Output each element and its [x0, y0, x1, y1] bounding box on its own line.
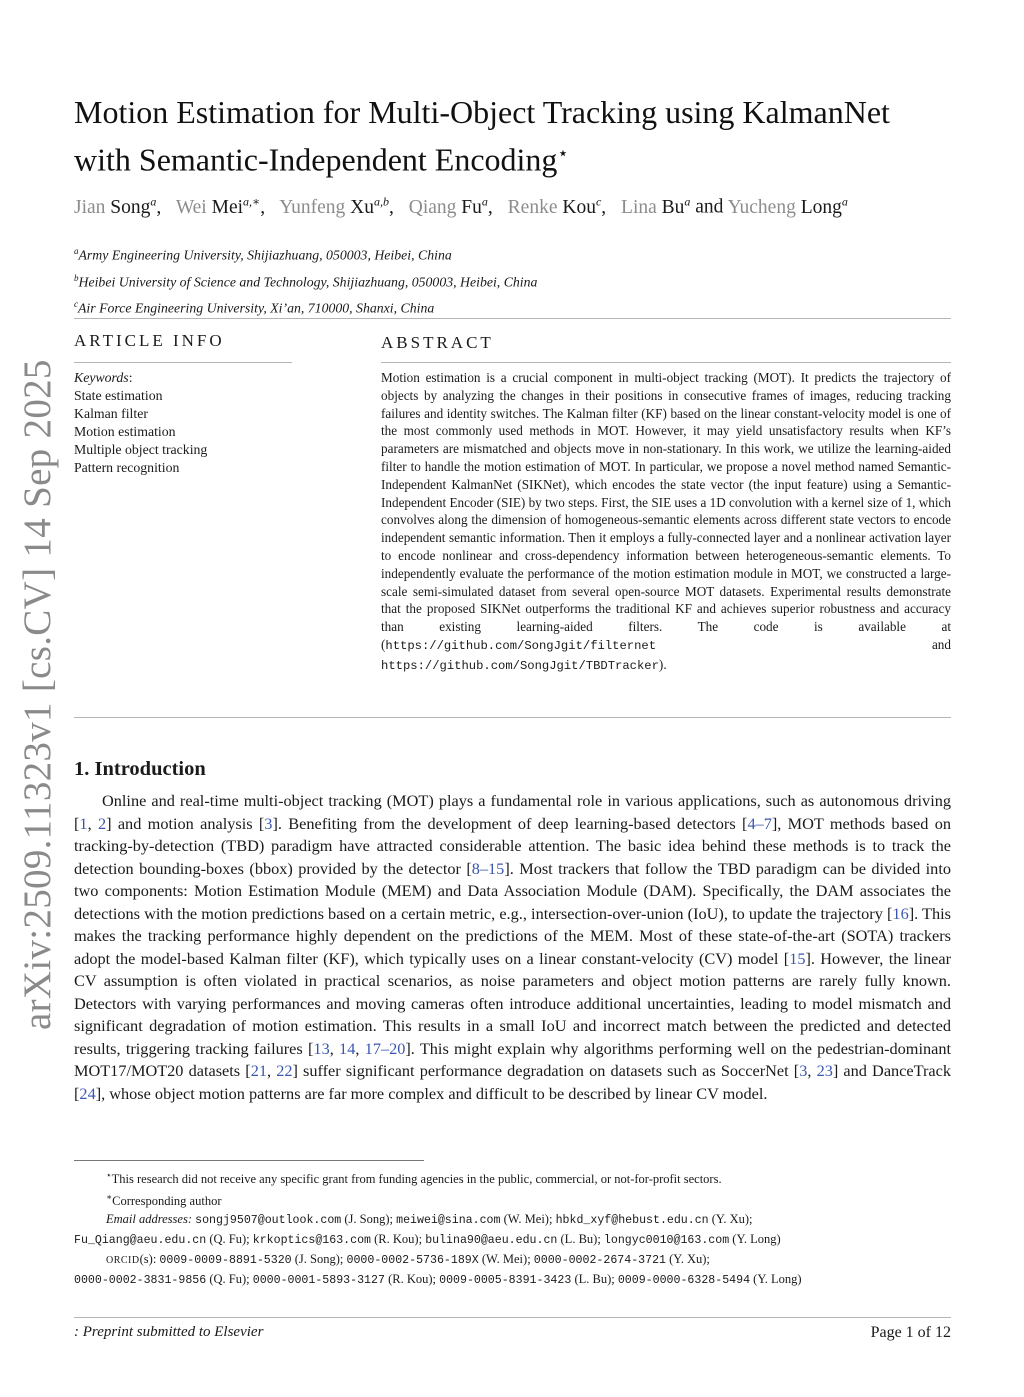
intro-text: ,: [807, 1061, 817, 1080]
authors-and: and: [695, 196, 724, 218]
author-item[interactable]: Lina Bu$^a$: [621, 194, 691, 218]
divider: [74, 318, 951, 319]
affiliations: [74, 240, 537, 320]
intro-text: Online and real-time multi-object tracking (MOT) plays a fundamental role in various applications, such as autonomous driving [: [74, 791, 951, 833]
email-link[interactable]: Fu_Qiang@aeu.edu.cn: [74, 1234, 207, 1248]
citation-link[interactable]: 1: [79, 813, 88, 833]
intro-text: ]. Benefiting from the development of deep learning-based detectors [: [272, 813, 748, 833]
footnote-rule: [74, 1160, 424, 1161]
funding-note: ⋆This research did not receive any specific grant from funding agencies in the public, commercial, or not-for-profit sectors.: [106, 1170, 722, 1187]
author-item[interactable]: Jian Song$^a$,: [74, 194, 162, 218]
keywords-label: Keywords: [74, 370, 129, 385]
title-footnote-mark: ⋆: [557, 143, 569, 163]
citation-link[interactable]: 3: [264, 813, 273, 833]
keyword-item: State estimation: [74, 388, 163, 403]
keyword-item: Motion estimation: [74, 424, 176, 439]
orcid-link[interactable]: 0000-0002-5736-189X: [346, 1254, 479, 1268]
title-line-2: with Semantic-Independent Encoding: [74, 141, 558, 178]
intro-text: ], whose object motion patterns are far more complex and difficult to be described by linear CV model.: [95, 1083, 768, 1103]
email-link[interactable]: bulina90@aeu.edu.cn: [425, 1234, 558, 1248]
author-item[interactable]: Renke Kou$^c$,: [507, 194, 607, 218]
citation-link[interactable]: 17–20: [364, 1038, 406, 1058]
intro-text: ] and motion analysis [: [106, 813, 265, 833]
citation-link[interactable]: 2: [97, 813, 107, 833]
intro-text: ] suffer significant performance degradation on datasets such as SoccerNet [: [292, 1061, 800, 1080]
email-link[interactable]: meiwei@sina.com: [396, 1214, 501, 1228]
footer-preprint-note: : Preprint submitted to Elsevier: [74, 1324, 264, 1340]
author-item[interactable]: Yucheng Long$^a$: [727, 194, 848, 218]
citation-link[interactable]: 23: [816, 1061, 833, 1080]
divider: [74, 1317, 951, 1318]
orcid-line: ORCID(s): 0009-0009-8891-5320 (J. Song); 0000-0002-5736-189X (W. Mei); 0000-0002-2674-3721 (Y. Xu);: [106, 1252, 710, 1268]
divider: [74, 362, 292, 363]
code-link[interactable]: https://github.com/SongJgit/filternet: [385, 638, 657, 653]
orcid-link[interactable]: 0000-0001-5893-3127: [252, 1274, 385, 1288]
footnotes: [74, 1166, 954, 1290]
paper-title: [74, 92, 954, 181]
orcid-link[interactable]: 0000-0002-3831-9856: [74, 1274, 207, 1288]
citation-link[interactable]: 13: [313, 1038, 330, 1058]
abstract-heading: ABSTRACT: [381, 333, 494, 352]
code-link[interactable]: https://github.com/SongJgit/TBDTracker: [381, 658, 659, 673]
section-heading: 1. Introduction: [74, 758, 206, 780]
intro-text: ]. This might explain why algorithms performing well on the pedestrian-dominant MOT17/MOT20 datasets [: [74, 1038, 952, 1080]
intro-text: ]. This makes the tracking performance highly dependent on the predictions of the MEM. Most of these state-of-the-art (SOTA) trackers adopt the model-based Kalman filter (KF), which typically uses on a linear constant-velocity (CV) model [: [74, 903, 951, 968]
email-line: Fu_Qiang@aeu.edu.cn (Q. Fu); krkoptics@163.com (R. Kou); bulina90@aeu.edu.cn (L. Bu); longyc0010@163.com (Y. Long): [74, 1232, 781, 1248]
keyword-item: Pattern recognition: [74, 460, 180, 475]
intro-text: ], MOT methods based on tracking-by-detection (TBD) paradigm have attracted considerable attention. The basic idea behind these methods is to track the detection bounding-boxes (bbox) provided by the detector [: [74, 813, 952, 878]
corresponding-note: ∗Corresponding author: [106, 1192, 222, 1209]
citation-link[interactable]: 4–7: [747, 813, 772, 833]
citation-link[interactable]: 3: [799, 1061, 808, 1080]
intro-text: ,: [355, 1038, 365, 1058]
email-line: Email addresses: songj9507@outlook.com (J. Song); meiwei@sina.com (W. Mei); hbkd_xyf@hebust.edu.cn (Y. Xu);: [106, 1212, 753, 1228]
email-link[interactable]: songj9507@outlook.com: [195, 1214, 342, 1228]
orcid-link[interactable]: 0009-0005-8391-3423: [439, 1274, 572, 1288]
orcid-line: 0000-0002-3831-9856 (Q. Fu); 0000-0001-5893-3127 (R. Kou); 0009-0005-8391-3423 (L. Bu); 0009-0000-6328-5494 (Y. Long): [74, 1272, 802, 1288]
page-number: Page 1 of 12: [870, 1324, 951, 1341]
email-link[interactable]: krkoptics@163.com: [252, 1234, 372, 1248]
author-item[interactable]: Qiang Fu$^a$,: [408, 194, 493, 218]
intro-text: ,: [87, 813, 98, 833]
orcid-link[interactable]: 0009-0009-8891-5320: [159, 1254, 292, 1268]
citation-link[interactable]: 24: [79, 1083, 96, 1103]
keywords-block: Keywords: State estimation Kalman filter Motion estimation Multiple object tracking Pattern recognition: [74, 370, 208, 475]
citation-link[interactable]: 8–15: [471, 858, 505, 878]
citation-link[interactable]: 16: [892, 903, 909, 923]
citation-link[interactable]: 22: [276, 1061, 293, 1080]
citation-link[interactable]: 21: [250, 1061, 267, 1080]
affiliation-item: $^a$Army Engineering University, Shijiazhuang, 050003, Heibei, China: [74, 246, 452, 263]
email-link[interactable]: longyc0010@163.com: [603, 1234, 730, 1248]
introduction-paragraph: [74, 790, 951, 1105]
keyword-item: Multiple object tracking: [74, 442, 208, 457]
citation-link[interactable]: 14: [339, 1038, 356, 1058]
intro-text: ] and DanceTrack [: [74, 1061, 952, 1103]
abstract-text: Motion estimation is a crucial component in multi-object tracking (MOT). It predicts the trajectory of objects by analyzing the changes in their positions in consecutive frames of images, reducing tracking failures and identity switches. The Kalman filter (KF) based on the linear constant-velocity model is one of the most commonly used methods in MOT. However, it may yield unsatisfactory results when KF’s parameters are mismatched and objects move in non-stationary. In this work, we utilize the learning-aided filter to handle the motion estimation of MOT. In particular, we propose a novel method named Semantic-Independent KalmanNet (SIKNet), which encodes the state vector (the input feature) using a Semantic-Independent Encoder (SIE) by two steps. First, the SIE uses a 1D convolution with a kernel size of 1, which convolves along the dimension of homogeneous-semantic elements across different state vectors to encode independent semantic information. Then it employs a fully-connected layer and a nonlinear activation layer to encode nonlinear and cross-dependency information between heterogeneous-semantic elements. To independently evaluate the performance of the motion estimation module in MOT, we constructed a large-scale semi-simulated dataset from several open-source MOT datasets. Experimental results demonstrate that the proposed SIKNet outperforms the traditional KF and achieves superior robustness and accuracy than existing learning-aided filters. The code is available at (https://github.com/SongJgit/filternet and https://github.com/SongJgit/TBDTracker).: [381, 370, 951, 673]
email-link[interactable]: hbkd_xyf@hebust.edu.cn: [555, 1214, 709, 1228]
affiliation-item: $^c$Air Force Engineering University, Xi’an, 710000, Shanxi, China: [74, 299, 435, 316]
intro-text: ,: [266, 1061, 277, 1080]
intro-text: ,: [329, 1038, 340, 1058]
author-item[interactable]: Wei Mei$^{a,∗}$,: [175, 194, 266, 218]
affiliation-item: $^b$Heibei University of Science and Technology, Shijiazhuang, 050003, Heibei, China: [74, 272, 538, 290]
author-list: [74, 194, 974, 219]
citation-link[interactable]: 15: [789, 948, 806, 968]
orcid-link[interactable]: 0000-0002-2674-3721: [533, 1254, 666, 1268]
orcid-link[interactable]: 0009-0000-6328-5494: [617, 1274, 751, 1288]
keyword-item: Kalman filter: [74, 406, 148, 421]
intro-text: ]. However, the linear CV assumption is often violated in practical scenarios, as noise parameters and object motion patterns are rarely fully known. Detectors with varying performances and moving cameras often introduce additional uncertainties, leading to model mismatch and significant degradation of motion estimation. This results in a small IoU and incorrect match between the predicted and detected results, triggering tracking failures [: [74, 948, 951, 1058]
arxiv-stamp: arXiv:2509.11323v1 [cs.CV] 14 Sep 2025: [16, 359, 59, 1030]
divider: [74, 717, 951, 718]
intro-text: ]. Most trackers that follow the TBD paradigm can be divided into two components: Motion Estimation Module (MEM) and Data Association Module (DAM). Specifically, the DAM associates the detections with the motion predictions based on a certain metric, e.g., intersection-over-union (IoU), to update the trajectory [: [74, 858, 951, 923]
title-line-1: Motion Estimation for Multi-Object Tracking using KalmanNet: [74, 94, 890, 130]
author-item[interactable]: Yunfeng Xu$^{a,b}$,: [279, 194, 394, 218]
article-info-heading: ARTICLE INFO: [74, 331, 225, 350]
divider: [381, 362, 951, 363]
